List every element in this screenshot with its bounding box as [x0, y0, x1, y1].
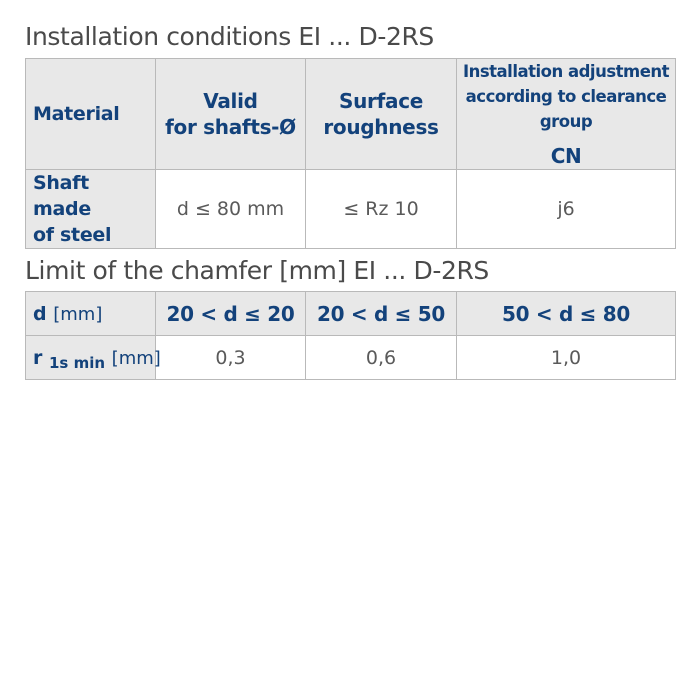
header-installation-adjustment: [457, 59, 676, 170]
r-value-1: 0,3: [156, 336, 306, 380]
range-1: 20 < d ≤ 20: [156, 292, 306, 336]
table-row: [26, 336, 676, 380]
row-material-line2: of steel: [33, 224, 112, 246]
row-material-line1: Shaft made: [33, 172, 91, 220]
header-surface-roughness: [306, 59, 457, 170]
row-material: [26, 170, 156, 249]
r-value-2: 0,6: [306, 336, 457, 380]
header-install-line1: Installation adjustment: [462, 62, 670, 81]
d-symbol: d: [33, 302, 47, 325]
header-install-group: CN: [550, 144, 582, 168]
range-2: 20 < d ≤ 50: [306, 292, 457, 336]
installation-conditions-table: [25, 58, 676, 249]
chamfer-limit-table: [25, 291, 676, 380]
chamfer-limit-title: Limit of the chamfer [mm] EI ... D-2RS: [25, 256, 489, 285]
row-install-value: j6: [457, 170, 676, 249]
row-r-label: [26, 336, 161, 380]
r-value-3: 1,0: [457, 336, 676, 380]
table-header-row: [26, 59, 676, 170]
header-valid-line2: for shafts-Ø: [165, 115, 296, 139]
header-install-line2: according to clearance group: [465, 87, 667, 131]
row-d-label: [26, 292, 156, 336]
row-surface-value: ≤ Rz 10: [306, 170, 457, 249]
r-symbol: r: [33, 346, 43, 369]
r-unit: [mm]: [111, 347, 161, 369]
header-material: Material: [26, 59, 156, 170]
table-row: [26, 292, 676, 336]
header-surface-line1: Surface: [338, 89, 424, 113]
d-unit: [mm]: [53, 303, 103, 325]
header-surface-line2: roughness: [323, 115, 439, 139]
header-valid-for-shafts: [156, 59, 306, 170]
table-row: [26, 170, 676, 249]
installation-conditions-title: Installation conditions EI ... D-2RS: [25, 22, 434, 51]
header-valid-line1: Valid: [203, 89, 258, 113]
r-subscript: 1s min: [49, 353, 106, 372]
row-valid-value: d ≤ 80 mm: [156, 170, 306, 249]
range-3: 50 < d ≤ 80: [457, 292, 676, 336]
